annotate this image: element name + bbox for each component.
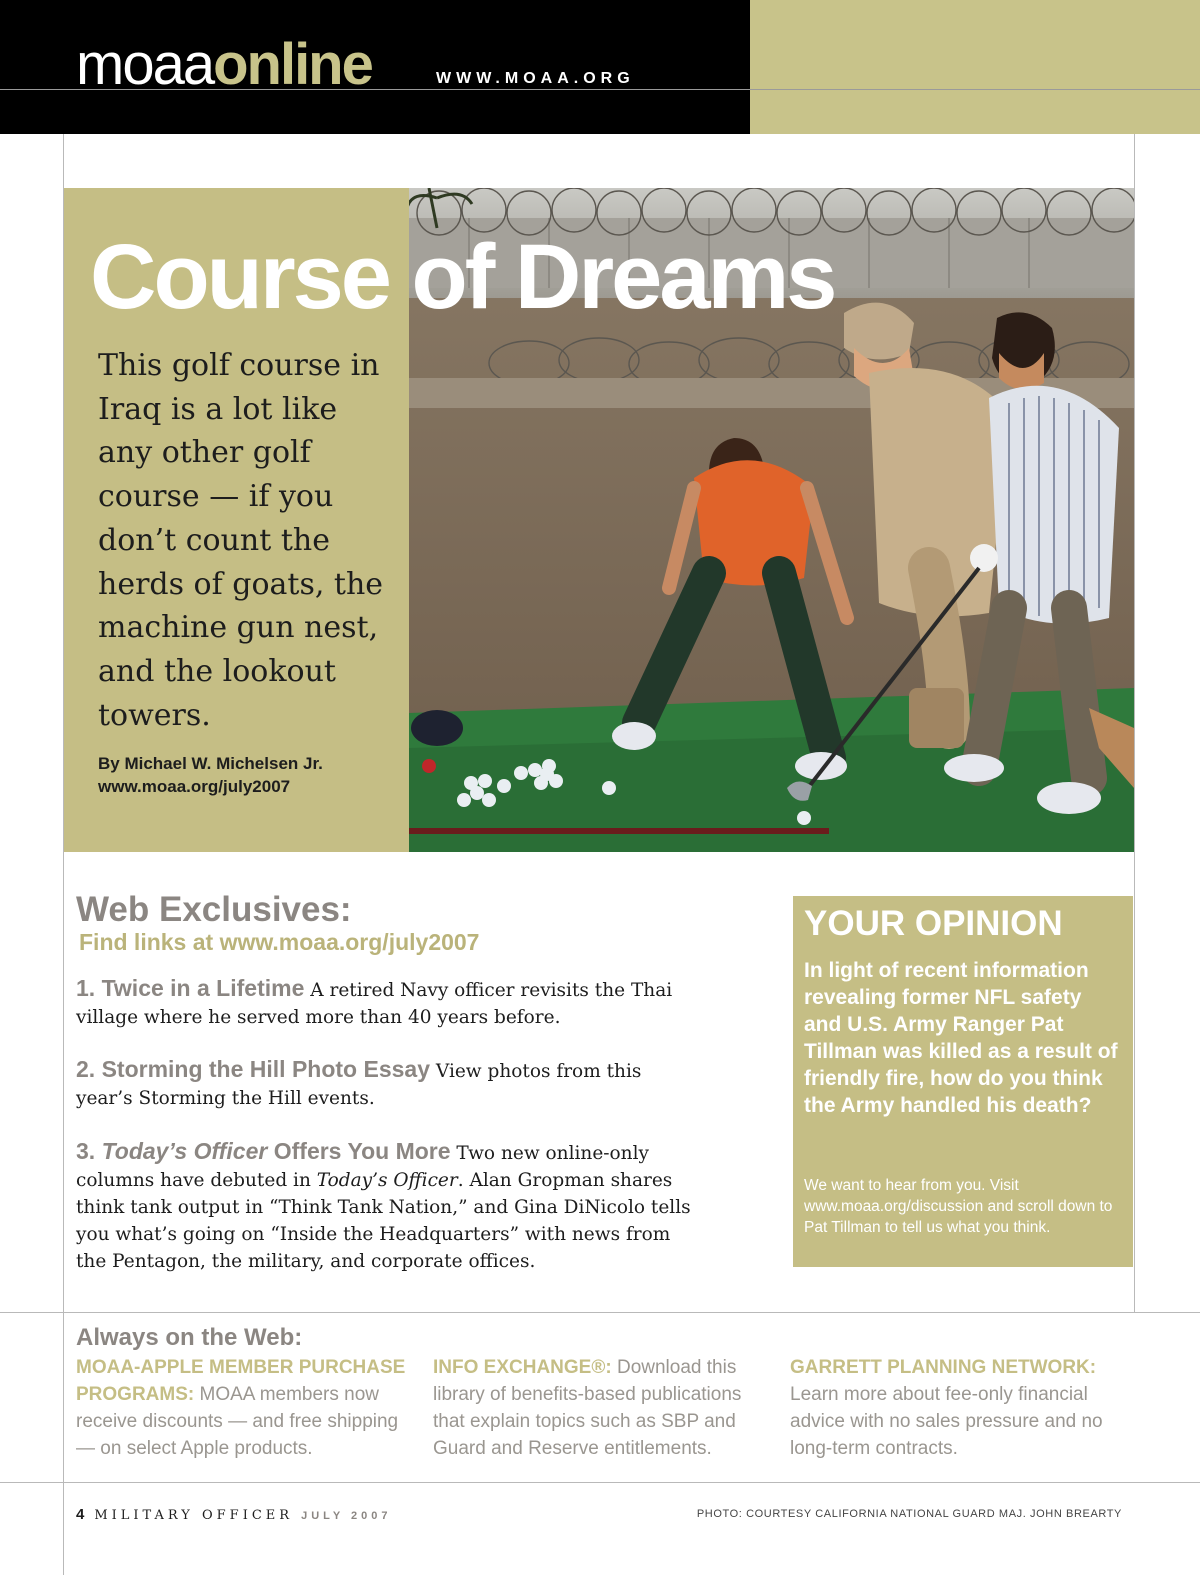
feature-dek: This golf course in Iraq is a lot like any other golf course — if you don’t count the herds of goats, the machine gun nest, and the lookout towers. <box>98 348 384 733</box>
opinion-title: YOUR OPINION <box>804 904 1063 943</box>
exclusive-item-lead[interactable]: 2. Storming the Hill Photo Essay <box>76 1056 431 1082</box>
lead-number: 3. <box>76 1138 96 1164</box>
feature-title: Course of Dreams <box>90 226 835 328</box>
publication-name: Today’s Officer <box>316 1170 458 1191</box>
exclusive-item-lead[interactable] <box>76 1138 451 1164</box>
column-text: Download this library of benefits-based publications that explain topics such as SBP and Guard and Reserve entitlements. <box>433 1357 742 1459</box>
site-url[interactable]: WWW.MOAA.ORG <box>436 70 635 87</box>
column-key[interactable]: INFO EXCHANGE®: <box>433 1357 612 1378</box>
column-text: Learn more about fee-only financial advice with no sales pressure and no long-term contracts. <box>790 1384 1103 1459</box>
section-divider <box>0 1312 1200 1313</box>
exclusive-item-text: A retired Navy officer revisits the Thai village where he served more than 40 years before. <box>76 980 673 1028</box>
exclusive-item-text: Two new online-only columns have debuted in <box>76 1143 649 1191</box>
opinion-question: In light of recent information revealing former NFL safety and U.S. Army Ranger Pat Tillman was killed as a result of friendly fire, how do you think the Army handled his death? <box>804 959 1118 1117</box>
always-on-web-title: Always on the Web: <box>76 1324 303 1351</box>
column-text: MOAA members now receive discounts — and free shipping — on select Apple products. <box>76 1384 399 1459</box>
exclusive-item-text-cont: . Alan Gropman shares think tank output in “Think Tank Nation,” and Gina DiNicolo tells you what’s going on “Inside the Headquarters” with news from the Pentagon, the military, and corporate offices. <box>76 1170 691 1272</box>
column-key[interactable]: MOAA-APPLE MEMBER PURCHASE PROGRAMS: <box>76 1357 406 1405</box>
always-column-1[interactable] <box>76 1354 416 1462</box>
logo-moaa: moaa <box>76 32 214 97</box>
exclusive-item-3[interactable] <box>76 1138 691 1275</box>
exclusive-item-1[interactable] <box>76 975 691 1031</box>
photo-credit: PHOTO: COURTESY CALIFORNIA NATIONAL GUARD MAJ. JOHN BREARTY <box>696 1508 1122 1520</box>
lead-rest: Offers You More <box>273 1138 451 1164</box>
web-exclusives-subtitle[interactable]: Find links at www.moaa.org/july2007 <box>79 929 480 955</box>
always-column-2[interactable] <box>433 1354 763 1462</box>
byline-author: By Michael W. Michelsen Jr. <box>98 754 323 773</box>
moaa-online-logo[interactable] <box>76 30 372 100</box>
footer-divider <box>0 1482 1200 1483</box>
folio <box>76 1506 392 1523</box>
logo-online: online <box>213 32 372 97</box>
byline-link[interactable]: www.moaa.org/july2007 <box>98 777 291 796</box>
column-key[interactable]: GARRETT PLANNING NETWORK: <box>790 1357 1097 1378</box>
masthead-accent <box>750 0 1200 134</box>
opinion-note[interactable]: We want to hear from you. Visit www.moaa.org/discussion and scroll down to Pat Tillman to tell us what you think. <box>804 1177 1113 1236</box>
issue-date: JULY 2007 <box>301 1510 392 1522</box>
lead-publication: Today’s Officer <box>101 1138 268 1164</box>
frame-rule-right <box>1134 134 1135 1312</box>
exclusive-item-lead[interactable]: 1. Twice in a Lifetime <box>76 975 305 1001</box>
feature-byline <box>98 752 323 798</box>
page-number: 4 <box>76 1506 85 1523</box>
exclusive-item-2[interactable] <box>76 1056 691 1112</box>
web-exclusives-title: Web Exclusives: <box>76 890 352 929</box>
magazine-name: MILITARY OFFICER <box>94 1508 294 1523</box>
always-column-3[interactable] <box>790 1354 1130 1462</box>
exclusive-item-text: View photos from this year’s Storming the Hill events. <box>76 1061 642 1109</box>
